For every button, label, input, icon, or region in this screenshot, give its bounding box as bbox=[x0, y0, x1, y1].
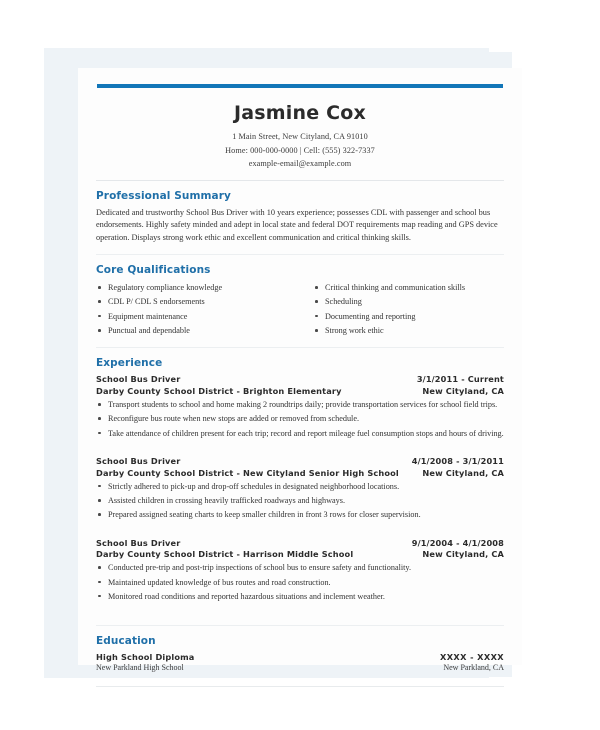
job-dates: 4/1/2008 - 3/1/2011 bbox=[411, 455, 504, 466]
qualifications-divider bbox=[96, 347, 504, 348]
header-divider bbox=[96, 180, 504, 181]
contact-email: example-email@example.com bbox=[248, 159, 352, 169]
job-employer: Darby County School District - Harrison Middle School bbox=[96, 549, 354, 560]
summary-divider bbox=[96, 254, 504, 255]
job-employer: Darby County School District - New Cityland Senior High School bbox=[96, 467, 399, 478]
summary-text: Dedicated and trustworthy School Bus Driver with 10 years experience; possesses CDL with passenger and school bus endorsements. Highly safety minded and adept in local state and federal DOT requirements map reading and GPS device operation. Displays strong work ethic and excellent communication and critical thinking skills. bbox=[96, 207, 498, 243]
education-divider bbox=[96, 686, 504, 687]
job-title: School Bus Driver bbox=[96, 537, 181, 548]
experience-entry-header bbox=[96, 538, 504, 562]
list-item: Scheduling bbox=[313, 295, 504, 308]
experience-entry-2 bbox=[96, 456, 504, 522]
qualifications-list-right bbox=[313, 281, 504, 337]
contact-phones: Home: 000-000-0000 | Cell: (555) 322-7337 bbox=[225, 145, 375, 155]
education-entry-left bbox=[96, 652, 195, 672]
list-item: Maintained updated knowledge of bus routes and road construction. bbox=[96, 576, 504, 589]
qualifications-column-right bbox=[313, 281, 504, 338]
job-employer: Darby County School District - Brighton Elementary bbox=[96, 386, 342, 397]
list-item: Strong work ethic bbox=[313, 324, 504, 337]
contact-block bbox=[96, 130, 504, 171]
list-item: Documenting and reporting bbox=[313, 310, 504, 323]
list-item: Reconfigure bus route when new stops are added or removed from schedule. bbox=[96, 412, 504, 425]
job-location: New Cityland, CA bbox=[422, 386, 504, 397]
education-entry bbox=[96, 652, 504, 672]
qualifications-column-left bbox=[96, 281, 287, 338]
education-location: New Parkland, CA bbox=[443, 663, 504, 673]
list-item: Critical thinking and communication skills bbox=[313, 281, 504, 294]
list-item: CDL P/ CDL S endorsements bbox=[96, 295, 287, 308]
experience-entry-header bbox=[96, 374, 504, 398]
education-degree: High School Diploma bbox=[96, 652, 195, 663]
list-item: Regulatory compliance knowledge bbox=[96, 281, 287, 294]
list-item: Strictly adhered to pick-up and drop-off schedules in designated neighborhood locations. bbox=[96, 480, 504, 493]
contact-address: 1 Main Street, New Cityland, CA 91010 bbox=[232, 132, 368, 141]
job-location: New Cityland, CA bbox=[422, 467, 504, 478]
experience-entry-left bbox=[96, 538, 353, 562]
job-bullets bbox=[96, 398, 504, 440]
experience-entry-1 bbox=[96, 374, 504, 440]
list-item: Transport students to school and home making 2 roundtrips daily; provide transportation services for school field trips. bbox=[96, 398, 504, 411]
list-item: Take attendance of children present for each trip; record and report mileage fuel consumption stops and hours of driving. bbox=[96, 427, 504, 440]
experience-entry-3 bbox=[96, 538, 504, 604]
resume-document bbox=[78, 68, 522, 673]
education-school: New Parkland High School bbox=[96, 663, 184, 673]
section-heading-summary: Professional Summary bbox=[96, 189, 231, 202]
job-title: School Bus Driver bbox=[96, 374, 181, 385]
job-dates: 9/1/2004 - 4/1/2008 bbox=[411, 537, 504, 548]
qualifications-list-left bbox=[96, 281, 287, 337]
job-dates: 3/1/2011 - Current bbox=[416, 374, 504, 385]
experience-entry-left bbox=[96, 456, 399, 480]
experience-entry-header bbox=[96, 456, 504, 480]
section-heading-education: Education bbox=[96, 635, 156, 648]
qualifications-columns bbox=[96, 281, 504, 338]
list-item: Assisted children in crossing heavily trafficked roadways and highways. bbox=[96, 494, 504, 507]
section-heading-experience: Experience bbox=[96, 357, 163, 370]
education-years: XXXX - XXXX bbox=[440, 652, 504, 663]
job-location: New Cityland, CA bbox=[422, 549, 504, 560]
education-entry-right bbox=[440, 652, 504, 672]
job-bullets bbox=[96, 480, 504, 522]
list-item: Prepared assigned seating charts to keep smaller children in front 3 rows for closer supervision. bbox=[96, 508, 504, 521]
list-item: Equipment maintenance bbox=[96, 310, 287, 323]
experience-entry-right bbox=[412, 538, 504, 562]
list-item: Punctual and dependable bbox=[96, 324, 287, 337]
job-title: School Bus Driver bbox=[96, 455, 181, 466]
section-heading-qualifications: Core Qualifications bbox=[96, 264, 211, 277]
job-bullets bbox=[96, 561, 504, 603]
page-title: Jasmine Cox bbox=[234, 102, 366, 124]
experience-entry-left bbox=[96, 374, 342, 398]
experience-divider bbox=[96, 625, 504, 626]
list-item: Monitored road conditions and reported hazardous situations and inclement weather. bbox=[96, 590, 504, 603]
experience-entry-right bbox=[417, 374, 504, 398]
list-item: Conducted pre-trip and post-trip inspections of school bus to ensure safety and functionality. bbox=[96, 561, 504, 574]
experience-entry-right bbox=[412, 456, 504, 480]
accent-rule bbox=[97, 84, 503, 88]
